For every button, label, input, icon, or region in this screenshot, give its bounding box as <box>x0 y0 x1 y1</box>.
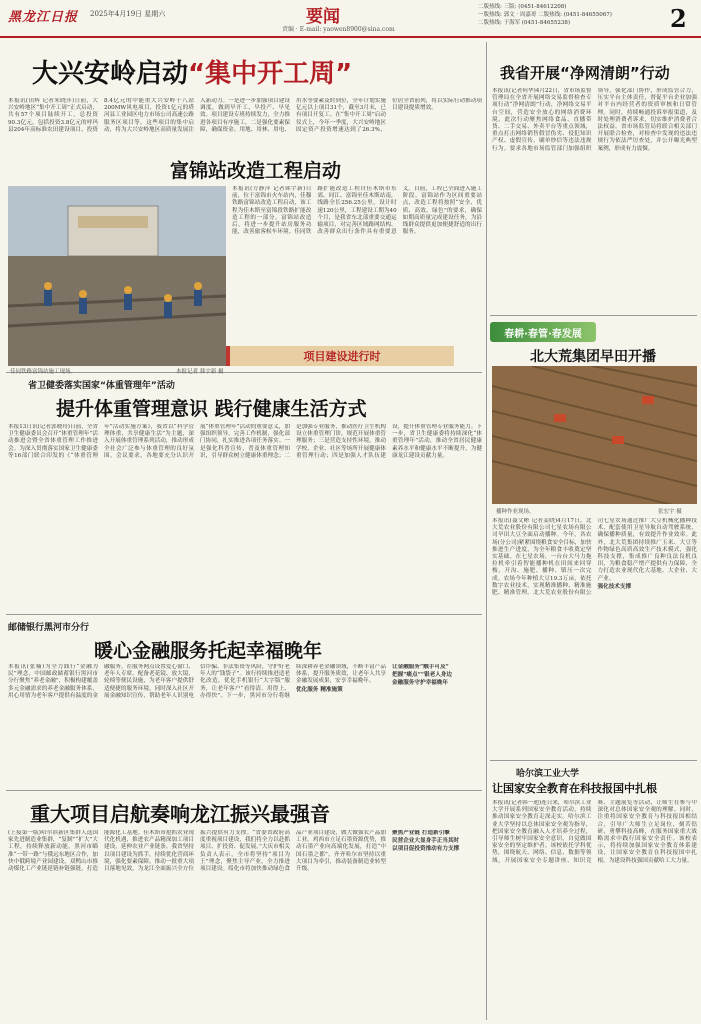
story3-body: 本报13日讯(记者郭晓玲)日前，全省卫生健康委员会召开“体重管理年”活动推进会暨全省体重管理工作推进会。为深入贯彻落实国家卫生健康委等16部门联合印发的《“体重管理年”活动实施方案》，我省以“科学管理体重，共享健康生活”为主题，深入开展体重管理系列活动，推动形成全社会广泛参与体重管理的良好氛围。会议要求，各地要充分认识开展“体重管理年”活动的重要意义，加强组织领导，完善工作机制，强化部门协同，扎实推进各项任务落实。一是强化科普宣传，普及体重管理知识，引导群众树立健康体重理念；二是加强专业服务，推动医疗卫生机构设立体重管理门诊，规范开展体重管理服务；三是营造支持性环境，推动学校、企业、社区等场所开展健康体重管理行动；四是加强人才队伍建设，提升体重管理专业服务能力。下一步，省卫生健康委将持续深化“体重管理年”活动，推动全省居民健康素养水平和健康水平不断提升，为健康龙江建设贡献力量。 <box>8 424 482 459</box>
story8-kicker: 哈尔滨工业大学 <box>516 769 580 779</box>
hotline-line: 二版热线: 于海军 (0451-84655238) <box>478 20 570 26</box>
story4-headline: 暖心金融服务托起幸福晚年 <box>94 640 323 662</box>
hotline-line: 一版热线: 郭文 · 周嘉哥 二版热线: (0451-84655067) <box>478 12 612 18</box>
story4-kicker: 邮储银行黑河市分行 <box>8 623 90 633</box>
story5-subhead: 民营企业大显身手正当其时 <box>392 838 460 845</box>
story3-headline: 提升体重管理意识 践行健康生活方式 <box>56 398 367 420</box>
story5-subhead: 聚焦产业链 打造新引擎 <box>392 830 450 836</box>
story7-subhead: 强化技术支撑 <box>597 583 632 590</box>
project-banner: 项目建设进行时 <box>226 346 454 366</box>
story3-kicker: 省卫健委落实国家“体重管理年”活动 <box>28 381 175 391</box>
story7-photo-credit: 张宏宇 摄 <box>658 509 682 515</box>
story2-body: 本报讯(方静萍 记者韩宇新)日前，位于富锦市火车站内，佳穆铁路富锦站改造工程启动，该工程为佳木斯至富锦段铁路扩能改造工程的一部分。富锦站改造后，将进一步提升站房服务功能，改善旅客候车环境。佳同铁路扩能改造工程自佳木斯市东郊、同江、富锦至佳木斯站南，线路全长256.25公里，设计时速120公里，工程建设工期为40个月，是我省东北部重要交通运输项目，对完善区域路网结构、改善群众出行条件具有重要意义。目前，工程已全面进入施工阶段。富锦站作为区间重要站点，改造工程将按照“安全、优质、高效、绿色”的要求，确保如期高质量完成建设任务，为沿线群众提供更加便捷舒适的出行服务。 <box>232 186 482 236</box>
section-rule <box>490 760 697 761</box>
story5-subhead: 以项目促投资推动有力支撑 <box>392 846 460 853</box>
story6-headline: 我省开展“净网清朗”行动 <box>500 64 670 82</box>
story8-body: 本报讯(记者韩一迪)连日来，哈尔滨工业大学开展系列国家安全教育活动，持续推动国家安全教育走深走实。哈尔滨工业大学坚持以总体国家安全观为指导，把国家安全教育融入人才培养全过程，引导师生树牢国家安全意识，自觉做国家安全的坚定维护者。该校依托学科优势，围绕航天、网络、信息、数据等领域，开展国家安全专题讲座、知识竞赛、主题展览等活动，让师生在参与中深化对总体国家安全观的理解。同时，注重将国家安全教育与科技报国相结合，引导广大师生立足岗位、刻苦钻研，勇攀科技高峰，在服务国家重大战略需求中践行国家安全责任。该校表示，将持续加强国家安全教育体系建设，让国家安全教育在科技报国中扎根，为建设科技强国贡献哈工大力量。 <box>492 800 697 864</box>
story1-headline <box>32 58 352 90</box>
story4-subhead: 金融服务守护幸福晚年 <box>392 680 448 687</box>
section-rule <box>6 614 482 615</box>
section-rule <box>6 372 482 373</box>
section-title: 要闻 <box>306 7 340 27</box>
issue-date: 2025年4月19日 星期六 <box>90 10 166 18</box>
story1-body: 本报讯(田辉 记者朱晓萍)日前，大兴安岭地区“集中开工周”正式启动，共有57个项目陆续开工，总投资90.3亿元，包括投资3.8亿元的呼玛县204年高标准农田建设项目、投资8.4亿元的中能重大兴安岭十八站200MW风电项目、投资1亿元的塔河县工业园区电力市场公司高速公路服务区项目等。这些项目的集中启动，将为大兴安岭地区高质量发展注入新动力。一是进一步加强项目建设调度，做到早开工、早投产、早见效。项目建设专班持续发力，全力推进各项目有序施工，二是强化要素保障，确保资金、用地、用林、用电、用水等要素及时到位，全年计划实施亿元以上项目31个，截至3月末，已有项目开复工。在“集中开工周”启动仪式上，今年一季度，大兴安岭地区固定资产投资增速达到了26.3%，位居全省前列，将以实际行动推动项目建设提质增效。 <box>8 98 482 133</box>
construction-scene-image <box>8 186 226 366</box>
story5-headline: 重大项目启航奏响龙江振兴最强音 <box>30 802 330 826</box>
story4-subhead: 让金融服务“触手可及” <box>392 664 449 670</box>
hotline-line: 二版热线: 三版: (0451-84612208) <box>478 4 567 10</box>
story4-subhead: 把握“痛点”“银老人身边 <box>392 672 452 679</box>
story7-body-text: 本报讯(聂文彬 记者姜晓)4月17日，北大荒农业股份有限公司七星农场有限公司旱田大豆全面启动播种。今年，各农场(分公司)紧紧围绕粮食安全目标，加快推进生产进度，为全年粮食丰收奠定坚实基础。在七星农场，一台台大马力拖拉机牵引着智能播种机在田间来回穿梭，开沟、施肥、播种、镇压一次完成。农场今年种植大豆19.3万亩，依托数字农业技术，实现精准播种、精准施肥、精准管理。北大荒农业股份有限公司七星农场通过推广大豆机械化播种技术，配套使用卫星导航自动驾驶系统，确保播种质量，有效提升作业效率。此外，北大荒集团持续推广玉米、大豆等作物绿色高质高效生产技术模式，强化科技支撑，集成推广良种良法良机良田，为粮食稳产增产提供有力保障，全力打造农业现代化大基地、大企业、大产业。 <box>492 518 697 597</box>
story4-body <box>8 664 482 786</box>
page-number: 2 <box>670 4 687 33</box>
story8-headline: 让国家安全教育在科技报国中扎根 <box>492 782 657 795</box>
story7-body <box>492 518 697 756</box>
story7-photo-caption: 播种作业现场。 <box>496 509 535 515</box>
story6-body: 本报讯(记者何华)4月22日，省市场监督管理局在全省开展网络交易监督检查专项行动“净网清朗”行动，净网络交易平台空间，营造安全放心的网络消费环境。此次行动聚焦网络食品、直播带货、二手交易、外卖平台等重点领域，重点打击网络销售假冒伪劣、侵犯知识产权、虚假宣传、刷单炒信等违法违规行为。要求各地市场监管部门加强组织领导，强化部门协作，形成监管合力，压实平台主体责任，督促平台企业加强对平台内经营者的资质审核和日常管理。同时，持续畅通投诉举报渠道，及时处理消费者诉求，切实维护消费者合法权益。省市场监管局将联合相关部门开展联合检查，对检查中发现的违法违规行为依法严厉查处，并公开曝光典型案例，形成有力震慑。 <box>492 88 697 152</box>
section-rule <box>490 315 697 316</box>
story5-body-text: (上接第一版)哈尔滨新区集群人选国家先进制造业集群，“复制”“扩大”大工程，持续释放新动能。黑河市瞄准“一带一路”与俄远东地区合作，加快中俄跨境产业园建设。双鸭山市推动煤化工产业链延链补链强链，打造能源化工基地。佳木斯市抢抓农业现代化机遇，推进农产品精深加工项目建设，延伸农业产业链条。我省坚持以项目建设为抓手，持续优化营商环境，强化要素保障，推动一批重大项目落地见效，为龙江全面振兴全方位振兴提供有力支撑。“省委省政府高度重视项目建设，我们将全力以赴抓项目、扩投资、促发展。”大庆市相关负责人表示，全市将坚持“项目为王”理念，聚焦主导产业，全力推进项目建设。绥化市将加快推动绿色食品产业项目建设，做大做强农产品加工业。鸡西市立足石墨资源优势，推动石墨产业向高端化发展，打造“中国石墨之都”。齐齐哈尔市坚持以重大项目为牵引，推动装备制造业转型升级。 <box>8 830 386 873</box>
construction-photo <box>8 186 226 366</box>
field-sowing-image <box>492 366 697 504</box>
column-rule <box>486 42 487 1020</box>
story1-headline-quote: “集中开工周” <box>188 59 353 89</box>
story1-headline-prefix: 大兴安岭启动 <box>32 59 189 89</box>
paper-logo: 黑龙江日报 <box>8 10 79 25</box>
story4-subhead: 优化服务 精准施策 <box>296 686 343 693</box>
hotlines <box>478 3 668 27</box>
masthead <box>0 0 701 38</box>
section-rule <box>6 790 482 791</box>
story2-headline: 富锦站改造工程启动 <box>170 160 342 182</box>
story7-headline: 北大荒集团早田开播 <box>530 349 656 365</box>
story4-body-text: 本报讯(张楠)为全力践行“金融为民”理念，中国邮政储蓄银行黑河市分行聚焦“养老金融”，积极构建覆盖多元金融需求的养老金融服务体系，用心用情为老年客户提供有温度的金融服务。在服务网点设置爱心窗口、老年人专席，配备老花镜、放大镜、轮椅等便民设施，为老年客户提供舒适便捷的服务环境。同时深入社区开展金融知识宣传，帮助老年人识别电信诈骗、非法集资等风险，守护好老年人的“钱袋子”。该行持续推进适老化改造，优化手机银行“大字版”服务，让老年客户“看得清、用得上、办得快”。下一步，黑河市分行将继续深耕养老金融领域，不断丰富产品体系，提升服务质效，让老年人共享金融发展成果，安享幸福晚年。 <box>8 664 386 699</box>
farm-season-tag: 春耕·春管·春发展 <box>490 322 596 342</box>
story2-photo-credit: 本报记者 韩宇新 摄 <box>176 369 224 375</box>
editor-contact: 责编 · E-mail: yaowen8900@sina.com <box>282 26 395 33</box>
farm-photo <box>492 366 697 504</box>
story5-body <box>8 830 482 1020</box>
story2-photo-caption: 佳同铁路富锦站施工现场。 <box>10 369 77 375</box>
